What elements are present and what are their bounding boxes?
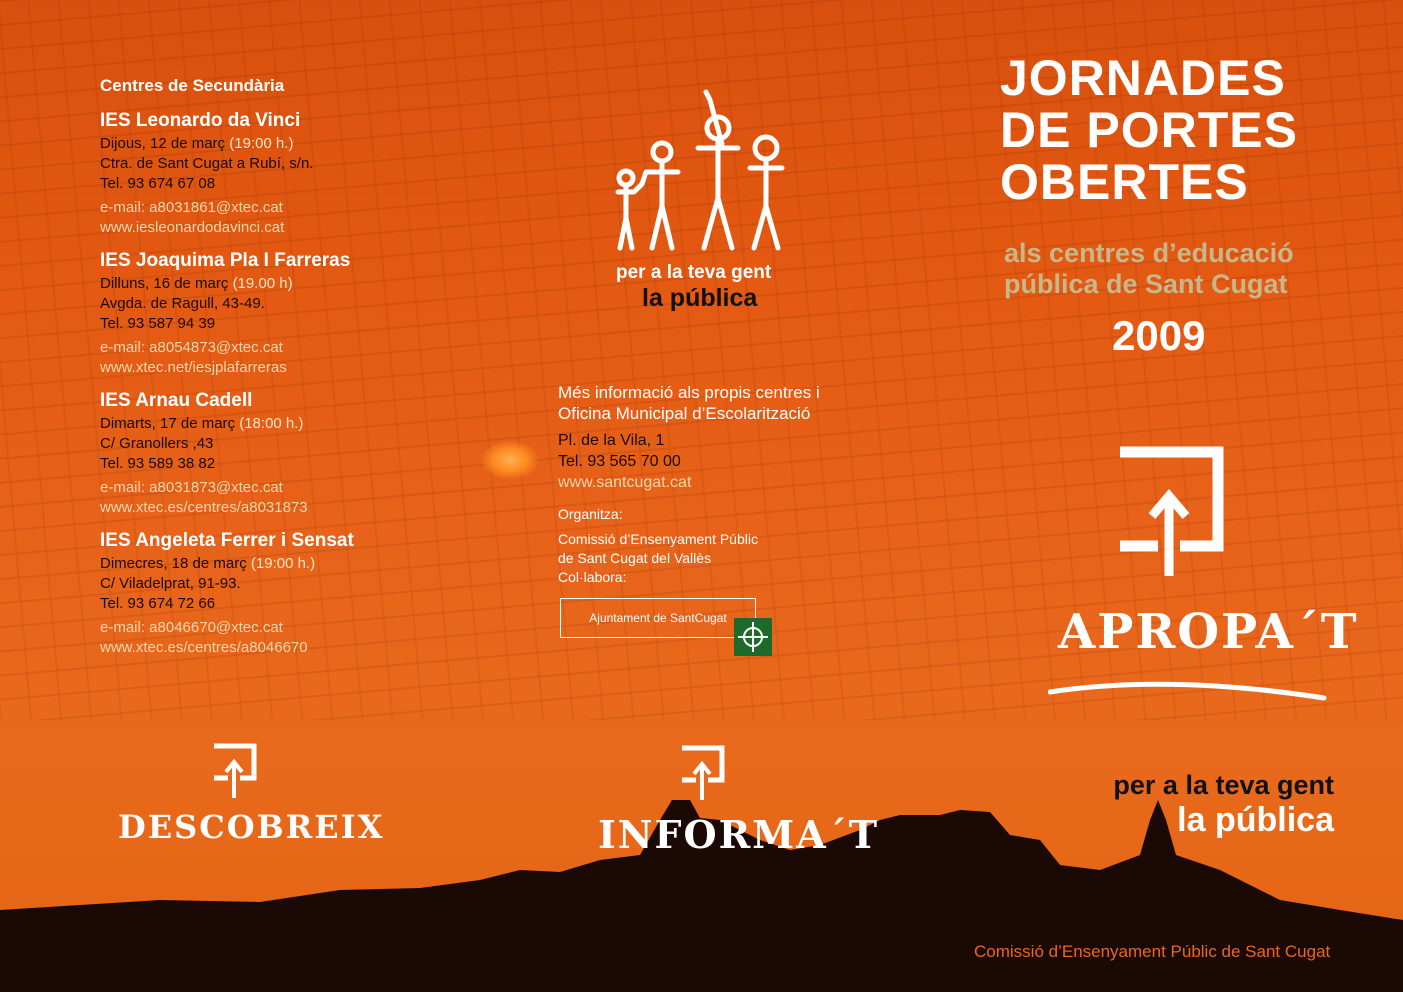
subtitle-line: als centres d’educació bbox=[1004, 238, 1294, 268]
door-arrow-icon bbox=[210, 742, 258, 800]
school-time: (19:00 h.) bbox=[250, 555, 316, 572]
school-entry bbox=[100, 110, 440, 238]
door-arrow-icon bbox=[1114, 446, 1224, 578]
school-date: Dijous, 12 de març bbox=[100, 135, 226, 152]
school-phone: Tel. 93 587 94 39 bbox=[100, 315, 216, 332]
brush-underline bbox=[1048, 670, 1332, 706]
school-time: (19:00 h.) bbox=[229, 135, 294, 152]
sun-glow bbox=[480, 440, 540, 480]
school-phone: Tel. 93 589 38 82 bbox=[100, 455, 216, 472]
school-web[interactable]: www.xtec.net/iesjplafarreras bbox=[100, 359, 287, 376]
school-entry bbox=[100, 390, 440, 518]
school-web[interactable]: www.xtec.es/centres/a8046670 bbox=[100, 639, 308, 656]
school-email[interactable]: e-mail: a8054873@xtec.cat bbox=[100, 339, 283, 356]
tagline-small: per a la teva gent bbox=[1113, 770, 1334, 800]
door-arrow-icon bbox=[678, 744, 726, 802]
organitza-line: de Sant Cugat del Vallès bbox=[558, 550, 712, 566]
title-line: JORNADES bbox=[1000, 50, 1286, 106]
school-entry bbox=[100, 250, 440, 378]
family-figures-icon bbox=[606, 88, 792, 252]
tagline-small: per a la teva gent bbox=[616, 262, 772, 283]
school-email[interactable]: e-mail: a8031873@xtec.cat bbox=[100, 479, 283, 496]
school-time: (19.00 h) bbox=[232, 275, 293, 292]
tagline-big: la pública bbox=[1177, 801, 1334, 839]
organitza-line: Comissió d’Ensenyament Públic bbox=[558, 531, 758, 547]
apropat-label: APROPA´T bbox=[1058, 604, 1359, 660]
school-web[interactable]: www.xtec.es/centres/a8031873 bbox=[100, 499, 308, 516]
info-block bbox=[558, 382, 878, 587]
info-line: Més informació als propis centres i bbox=[558, 383, 820, 402]
collabora-label: Col·labora: bbox=[558, 569, 627, 585]
school-address: Avgda. de Ragull, 43-49. bbox=[100, 295, 265, 312]
school-date: Dimarts, 17 de març bbox=[100, 415, 236, 432]
info-web[interactable]: www.santcugat.cat bbox=[558, 474, 692, 491]
school-date: Dilluns, 16 de març bbox=[100, 275, 229, 292]
school-web[interactable]: www.iesleonardodavinci.cat bbox=[100, 219, 285, 236]
school-address: Ctra. de Sant Cugat a Rubí, s/n. bbox=[100, 155, 314, 172]
informat-label: INFORMA´T bbox=[598, 812, 879, 857]
subtitle-line: pública de Sant Cugat bbox=[1004, 269, 1288, 299]
school-email[interactable]: e-mail: a8046670@xtec.cat bbox=[100, 619, 283, 636]
schools-panel bbox=[100, 76, 440, 658]
info-phone: Tel. 93 565 70 00 bbox=[558, 453, 681, 470]
info-address: Pl. de la Vila, 1 bbox=[558, 432, 665, 449]
tagline-big: la pública bbox=[642, 284, 758, 312]
school-name: IES Leonardo da Vinci bbox=[100, 110, 301, 131]
title-line: OBERTES bbox=[1000, 154, 1249, 210]
school-address: C/ Granollers ,43 bbox=[100, 435, 214, 452]
school-name: IES Angeleta Ferrer i Sensat bbox=[100, 530, 354, 551]
school-name: IES Arnau Cadell bbox=[100, 390, 253, 411]
section-title: Centres de Secundària bbox=[100, 76, 285, 95]
ajuntament-logo-icon bbox=[734, 618, 772, 656]
school-address: C/ Viladelprat, 91-93. bbox=[100, 575, 241, 592]
school-email[interactable]: e-mail: a8031861@xtec.cat bbox=[100, 199, 283, 216]
school-phone: Tel. 93 674 67 08 bbox=[100, 175, 216, 192]
tagline-right bbox=[1060, 770, 1334, 840]
year: 2009 bbox=[1112, 312, 1206, 359]
ajuntament-box bbox=[560, 598, 756, 638]
school-entry bbox=[100, 530, 440, 658]
info-line: Oficina Municipal d’Escolarització bbox=[558, 404, 811, 423]
school-phone: Tel. 93 674 72 66 bbox=[100, 595, 216, 612]
school-time: (18:00 h.) bbox=[239, 415, 304, 432]
descobreix-label: DESCOBREIX bbox=[118, 808, 385, 846]
school-name: IES Joaquima Pla I Farreras bbox=[100, 250, 351, 271]
organitza-label: Organitza: bbox=[558, 506, 623, 522]
subtitle bbox=[1004, 238, 1294, 300]
main-title bbox=[1000, 52, 1298, 208]
title-line: DE PORTES bbox=[1000, 102, 1298, 158]
school-date: Dimecres, 18 de març bbox=[100, 555, 247, 572]
ajuntament-label: Ajuntament de SantCugat bbox=[589, 611, 727, 625]
footer-organizer: Comissió d’Ensenyament Públic de Sant Cugat bbox=[974, 942, 1331, 961]
